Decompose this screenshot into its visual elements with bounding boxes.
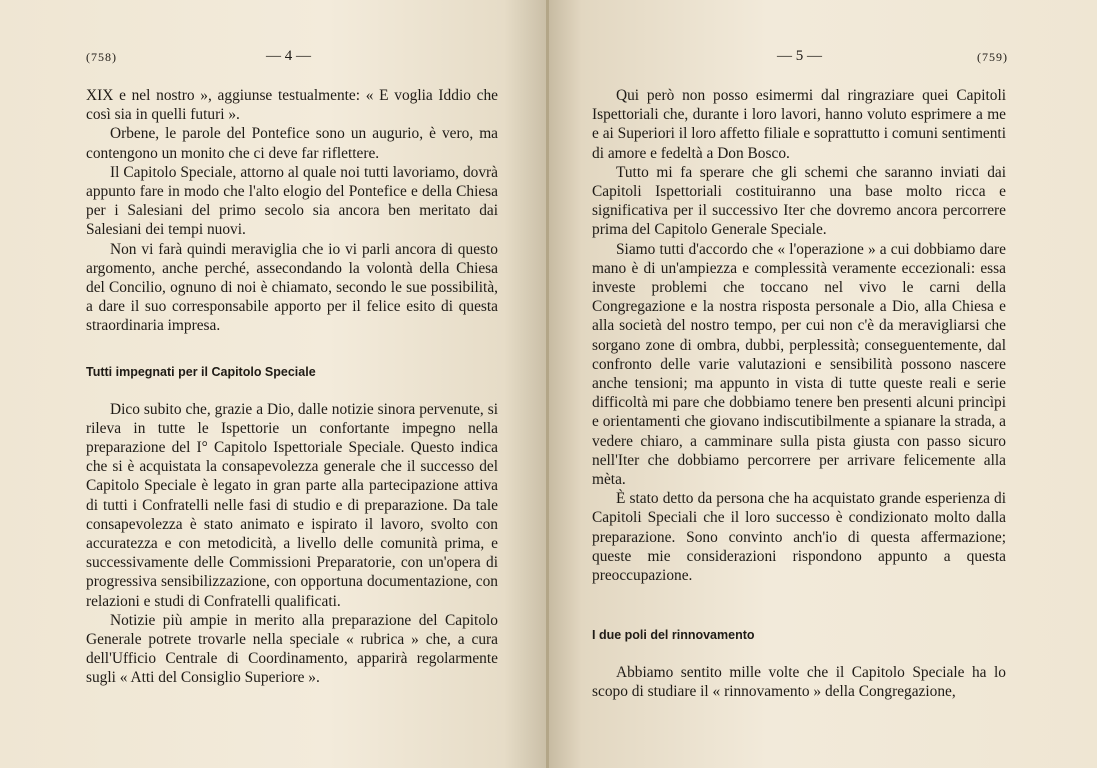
left-text-column	[86, 86, 498, 688]
left-page-number: — 4 —	[266, 48, 311, 64]
right-text-column	[592, 86, 1006, 702]
section-heading: Tutti impegnati per il Capitolo Speciale	[86, 364, 316, 379]
left-page	[0, 0, 548, 768]
section-heading: I due poli del rinnovamento	[592, 628, 755, 643]
paragraph: XIX e nel nostro », aggiunse testualmente: « E voglia Iddio che così sia in quelli futuri ».	[86, 87, 498, 124]
paragraph: Non vi farà quindi meraviglia che io vi parli ancora di questo argomento, anche perché, assecondando la volontà della Chiesa del Concilio, ognuno di noi è chiamato, secondo le sue possibilità, a dare il suo corresponsabile apporto per il felice esito di questa straordinaria impresa.	[86, 240, 498, 335]
right-page-number: — 5 —	[777, 48, 822, 64]
paragraph: Il Capitolo Speciale, attorno al quale noi tutti lavoriamo, dovrà appunto fare in modo che l'alto elogio del Pontefice e della Chiesa per i Salesiani del primo secolo sia ancora ben meritato dai Salesiani dei tempi nuovi.	[86, 163, 498, 239]
paragraph: Tutto mi fa sperare che gli schemi che saranno inviati dai Capitoli Ispettoriali costituiranno una base molto ricca e significativa per il successivo Iter che dovremo ancora percorrere prima del Capitolo Generale Speciale.	[592, 163, 1006, 239]
paragraph: Orbene, le parole del Pontefice sono un augurio, è vero, ma contengono un monito che ci deve far riflettere.	[86, 125, 498, 162]
paragraph: Siamo tutti d'accordo che « l'operazione » a cui dobbiamo dare mano è di un'ampiezza e complessità veramente eccezionali: essa investe problemi che toccano nel vivo le carni della Congregazione e la nostra risposta personale a Dio, alla Chiesa e alla società del nostro tempo, per cui non c'è da meravigliarsi che sorgano zone di ombra, dubbi, perplessità; conseguentemente, dal confronto delle varie valutazioni e sensibilità possono nascere anche tensioni; ma appunto in vista di tutte queste reali e serie difficoltà mi pare che dobbiamo tenere ben presenti alcuni princìpi e orientamenti che giovano indiscutibilmente a spianare la strada, a vedere chiaro, a camminare sulla pista giusta con passo sicuro nell'Iter che dobbiamo percorrere per arrivare felicemente alla mèta.	[592, 240, 1006, 489]
right-header-number: (759)	[977, 50, 1008, 64]
paragraph: Dico subito che, grazie a Dio, dalle notizie sinora pervenute, si rileva in tutte le Ispettorie un confortante impegno nella preparazione del I° Capitolo Ispettoriale Speciale. Questo indica che si è acquistata la consapevolezza generale che il successo del Capitolo Speciale è legato in gran parte alla partecipazione attiva di tutti i Confratelli nelle fasi di studio e di preparazione. Da tale consapevolezza è stato animato e ispirato il lavoro, svolto con accuratezza e con metodicità, a livello delle comunità prima, e successivamente delle Commissioni Preparatorie, con un'opera di progressiva sensibilizzazione, con opportuna documentazione, con relazioni e studi di Confratelli qualificati.	[86, 400, 498, 610]
paragraph: È stato detto da persona che ha acquistato grande esperienza di Capitoli Speciali che il loro successo è condizionato molto dalla preparazione. Sono convinto anch'io di questa affermazione; queste mie considerazioni rispondono appunto a questa preoccupazione.	[592, 490, 1006, 585]
paragraph: Qui però non posso esimermi dal ringraziare quei Capitoli Ispettoriali che, durante i loro lavori, hanno voluto esprimere a me e ai Superiori il loro affetto filiale e soprattutto i comuni sentimenti di amore e fedeltà a Don Bosco.	[592, 87, 1006, 162]
paragraph: Abbiamo sentito mille volte che il Capitolo Speciale ha lo scopo di studiare il « rinnovamento » della Congregazione,	[592, 664, 1006, 701]
left-header-number: (758)	[86, 50, 117, 64]
right-page	[549, 0, 1097, 768]
paragraph: Notizie più ampie in merito alla preparazione del Capitolo Generale potrete trovarle nella speciale « rubrica » che, a cura dell'Ufficio Centrale di Coordinamento, apparirà regolarmente sugli « Atti del Consiglio Superiore ».	[86, 611, 498, 687]
